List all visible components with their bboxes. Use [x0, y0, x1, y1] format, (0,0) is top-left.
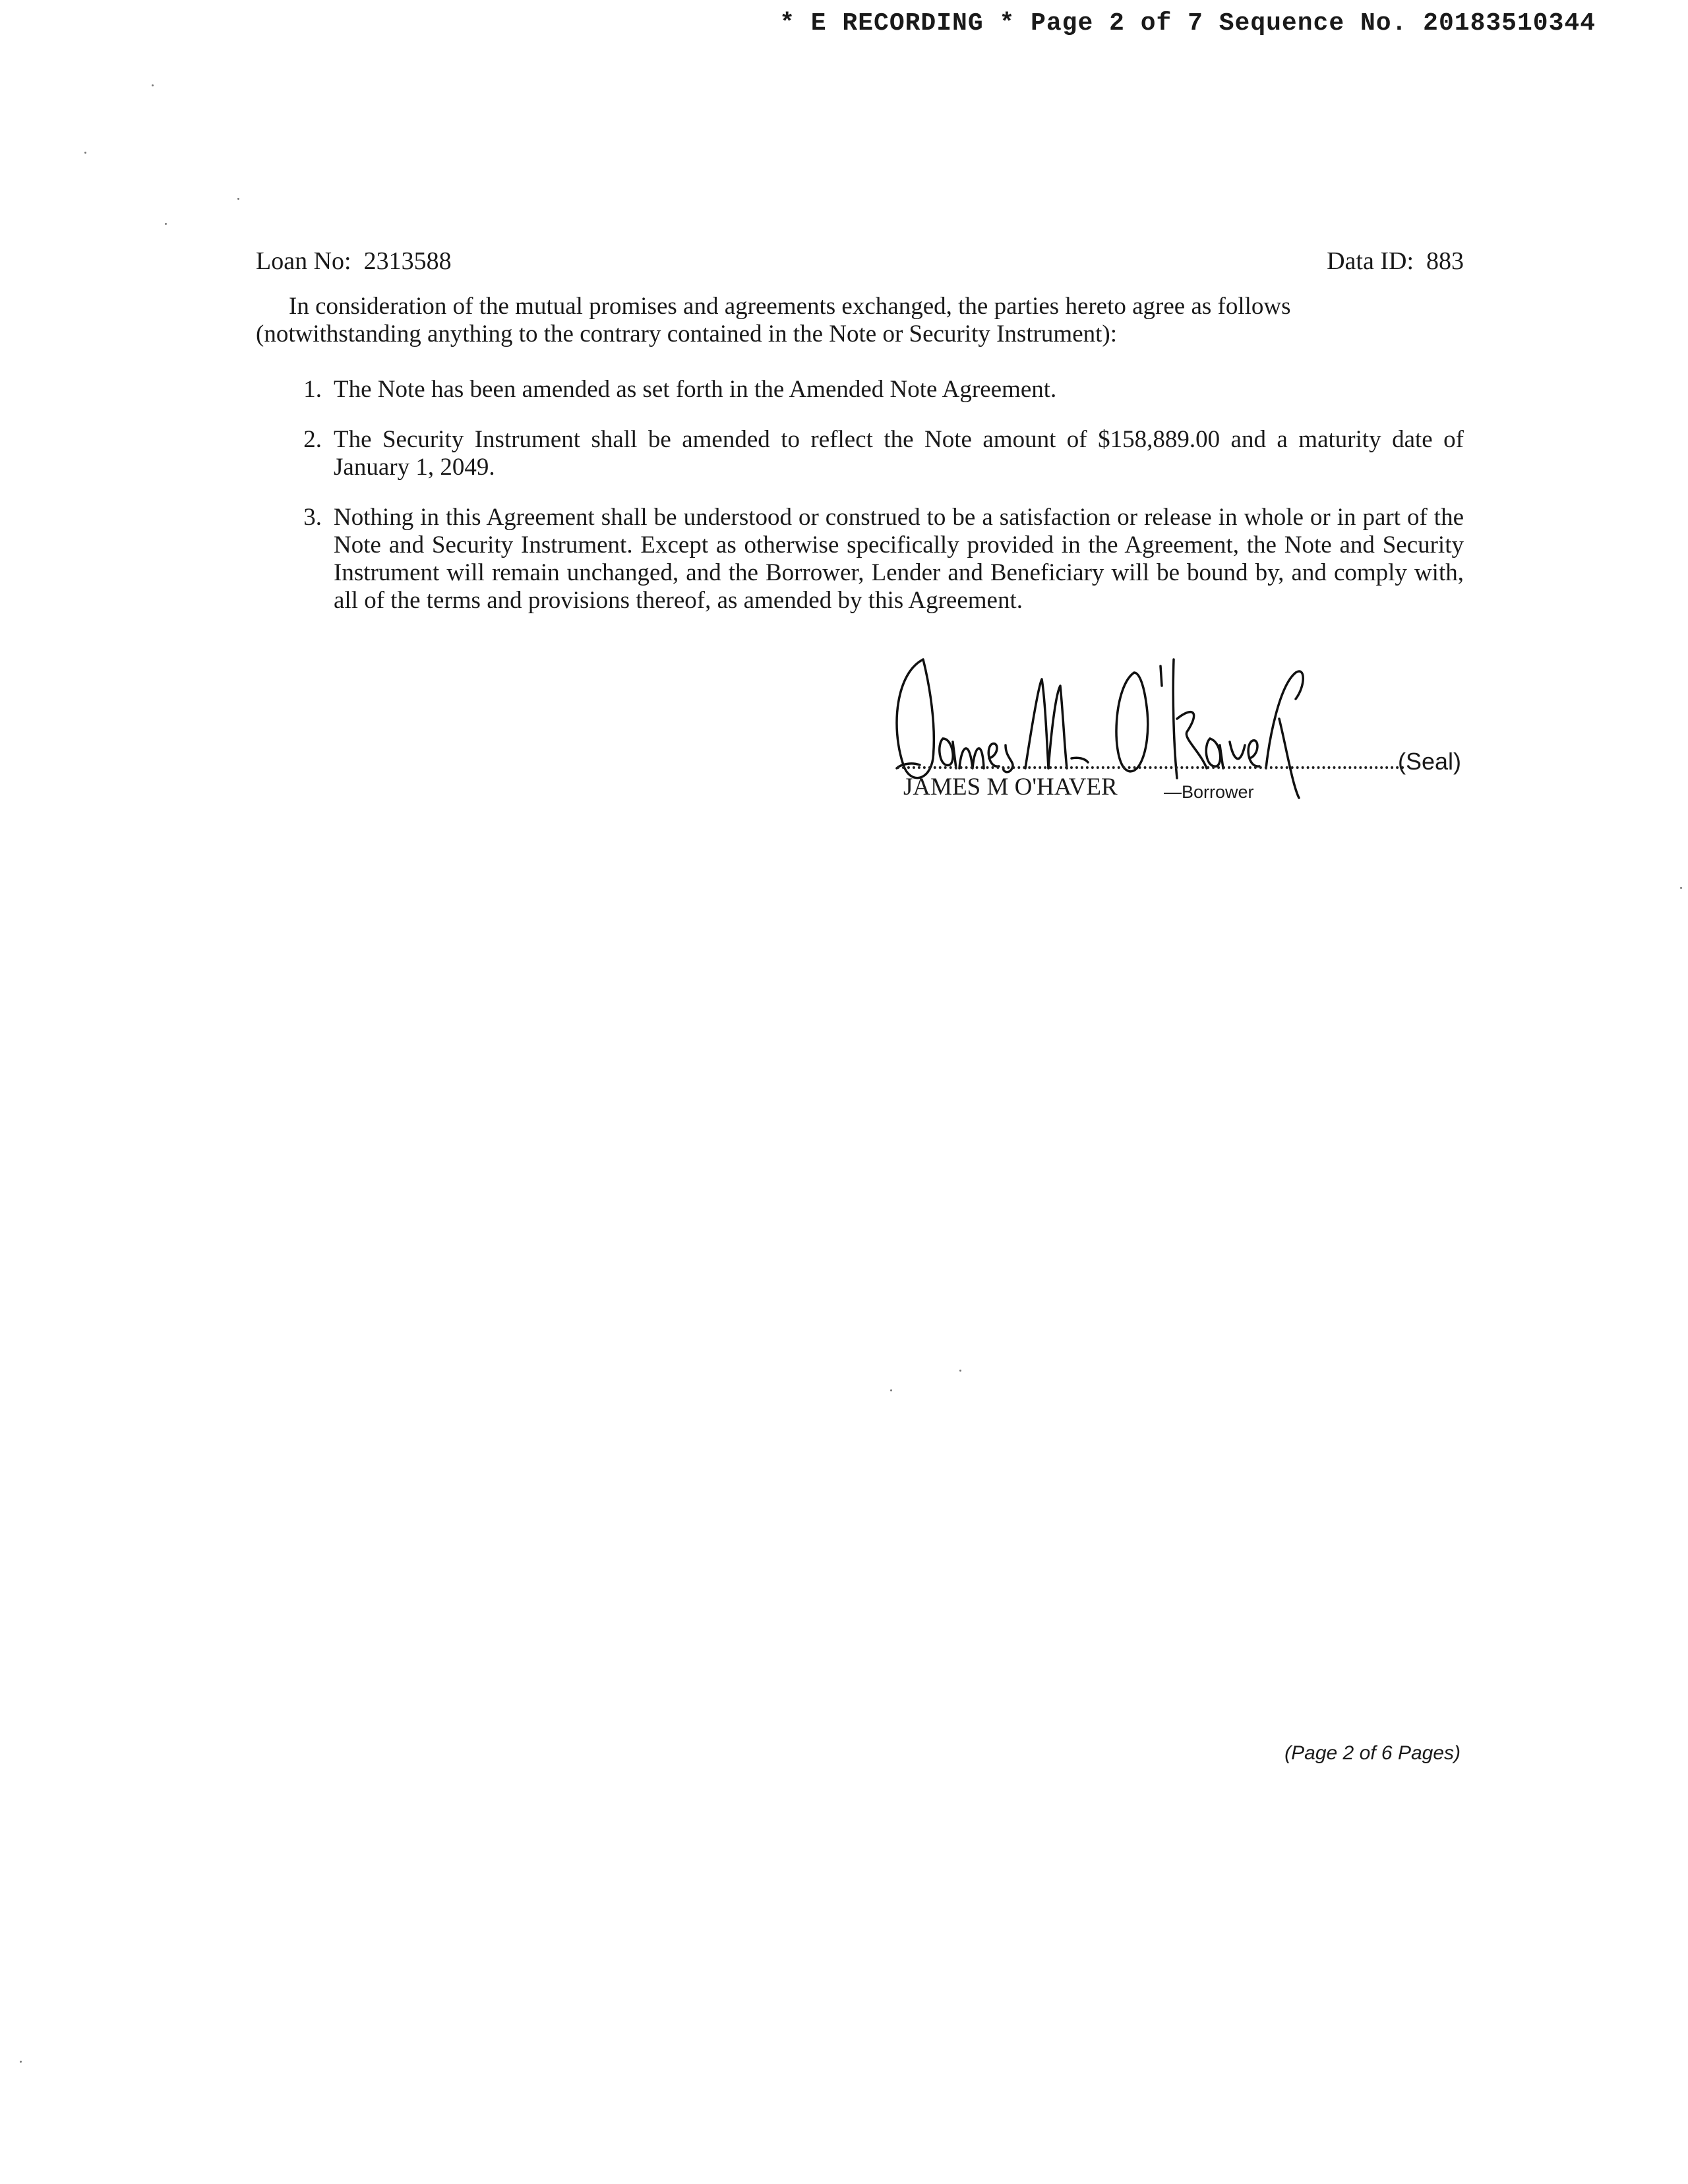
- clause-item: [256, 426, 1464, 481]
- page-footer: (Page 2 of 6 Pages): [1284, 1742, 1461, 1764]
- clause-text: Nothing in this Agreement shall be understood or construed to be a satisfaction or release in whole or in part of the Note and Security Instrument. Except as otherwise specifically provided in the Agreement, the Note and Security Instrument will remain unchanged, and the Borrower, Lender and Beneficiary will be bound by, and comply with, all of the terms and provisions thereof, as amended by this Agreement.: [334, 504, 1464, 614]
- scan-speck: [20, 2061, 22, 2063]
- scan-speck: [165, 223, 167, 225]
- signature-dotted-line: [897, 766, 1404, 769]
- seal-label: (Seal): [1398, 748, 1462, 775]
- scan-speck: [890, 1389, 892, 1391]
- loan-number-label: Loan No:: [256, 247, 351, 275]
- clause-number: 2.: [303, 426, 322, 453]
- clause-item: [256, 376, 1464, 404]
- signer-name: JAMES M O'HAVER: [903, 774, 1118, 801]
- scan-speck: [237, 198, 239, 200]
- loan-number-line: [256, 247, 452, 276]
- intro-paragraph: [256, 293, 1464, 348]
- clause-list: [256, 376, 1464, 637]
- scan-speck: [84, 152, 86, 154]
- clause-item: [256, 504, 1464, 615]
- data-id-label: Data ID:: [1327, 247, 1414, 275]
- data-id-line: [1327, 247, 1464, 276]
- clause-number: 1.: [303, 376, 322, 403]
- recording-header: * E RECORDING * Page 2 of 7 Sequence No. 20183510344: [779, 9, 1596, 38]
- loan-number-value: 2313588: [363, 247, 452, 275]
- scan-speck: [959, 1370, 961, 1372]
- clause-number: 3.: [303, 504, 322, 531]
- clause-text: The Note has been amended as set forth in the Amended Note Agreement.: [334, 376, 1057, 403]
- data-id-value: 883: [1426, 247, 1464, 275]
- clause-text: The Security Instrument shall be amended to reflect the Note amount of $158,889.00 and a maturity date of January 1, 2049.: [334, 426, 1464, 481]
- signer-role: —Borrower: [1164, 782, 1254, 802]
- intro-line-1: In consideration of the mutual promises and agreements exchanged, the parties hereto agree as follows: [289, 293, 1291, 320]
- scan-speck: [152, 84, 154, 86]
- scan-speck: [1680, 887, 1682, 889]
- signature-block: [884, 646, 1477, 818]
- intro-line-2: (notwithstanding anything to the contrary contained in the Note or Security Instrument):: [256, 320, 1118, 348]
